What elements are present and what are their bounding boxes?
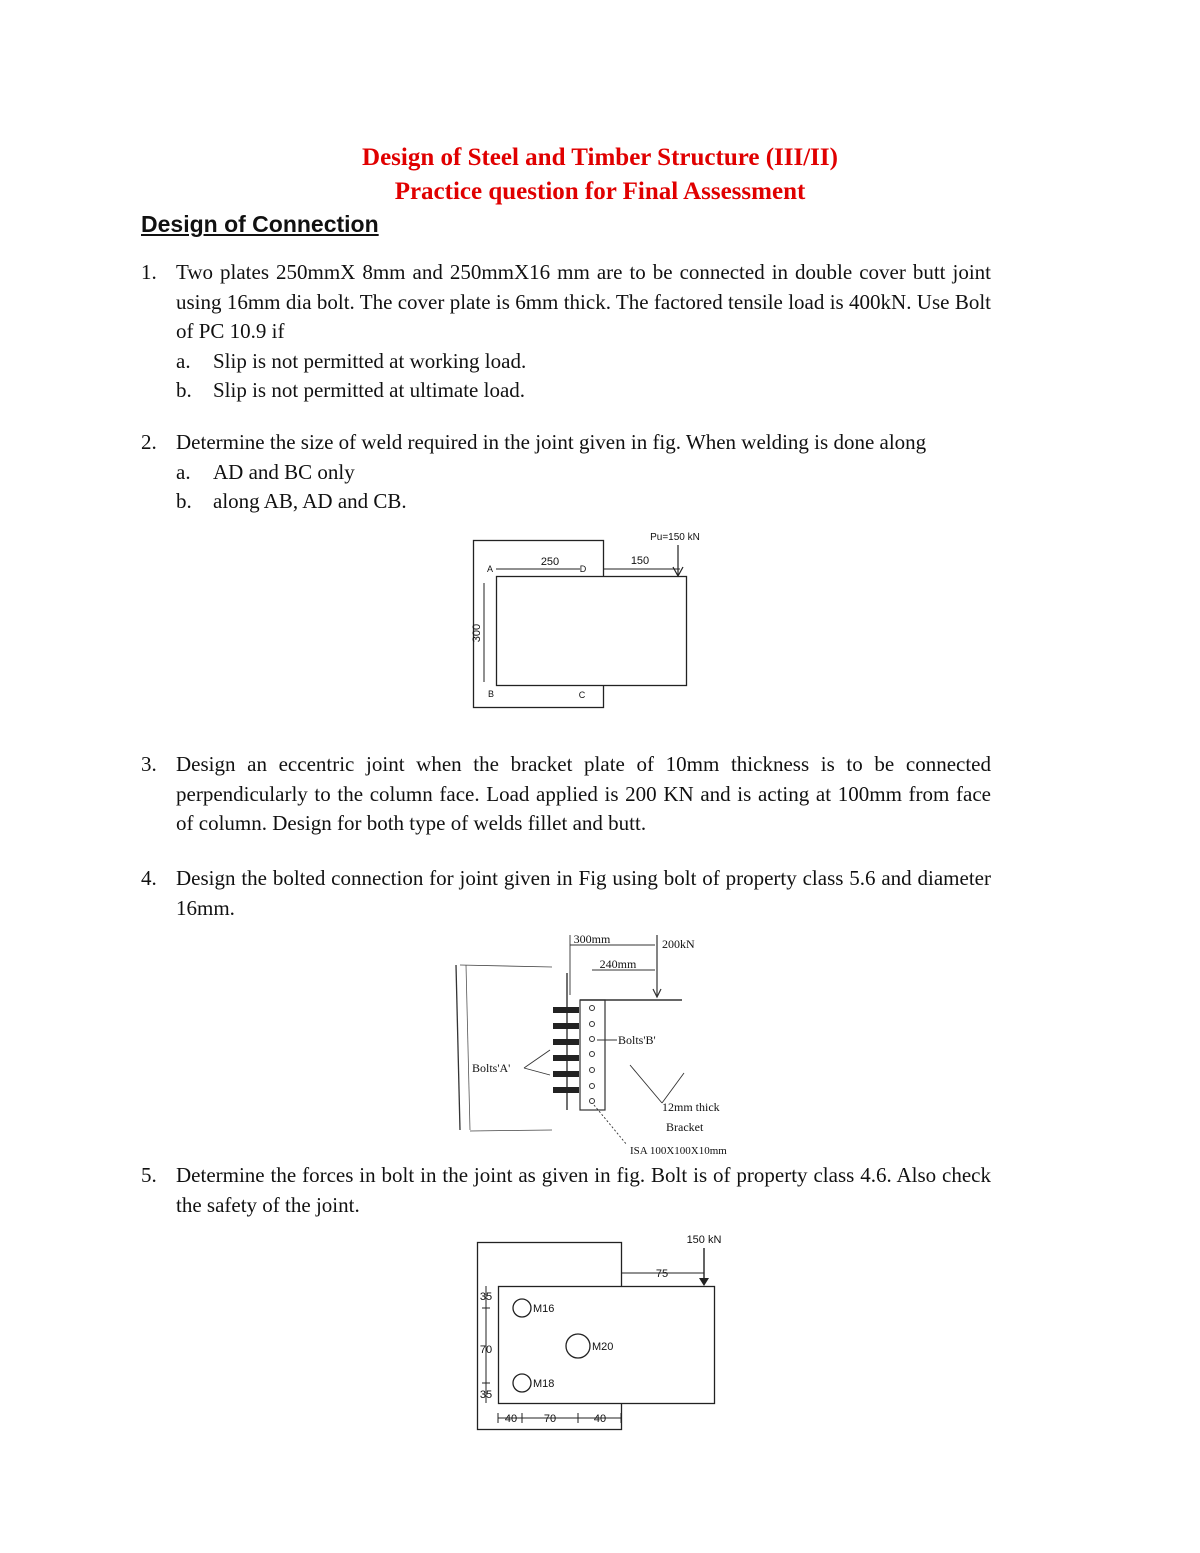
load-arrow-icon [699, 1278, 709, 1286]
dim-label-v2: 70 [479, 1344, 493, 1356]
sub-question-b [176, 376, 991, 406]
bolt-a-6 [553, 1087, 579, 1093]
question-text: Design the bolted connection for joint given in Fig using bolt of property class 5.6 and diameter 16mm. [176, 866, 991, 920]
leader-angle [594, 1105, 627, 1145]
question-number: 4. [141, 866, 157, 890]
question-2 [141, 428, 991, 517]
dim-label-v3: 35 [479, 1389, 493, 1401]
sub-text: AD and BC only [213, 459, 355, 484]
bolt-b-1 [590, 1006, 595, 1011]
dim-label-v1: 35 [479, 1291, 493, 1303]
bolt-b-6 [590, 1084, 595, 1089]
question-text: Design an eccentric joint when the bracket plate of 10mm thickness is to be connected perpendicularly to the column face. Load applied is 200 KN and is acting at 100mm from face of column. Design for both type of welds fillet and butt. [176, 752, 991, 835]
column-edge-left [456, 965, 460, 1130]
bolt-a-3 [553, 1039, 579, 1045]
corner-label-d: D [579, 564, 587, 574]
load-label: Pu=150 kN [650, 532, 700, 543]
bolt-b-7 [590, 1099, 595, 1104]
bolts-a-label: Bolts'A' [472, 1061, 511, 1075]
sub-text: Slip is not permitted at working load. [213, 348, 527, 373]
dim-label-ecc: 75 [655, 1268, 669, 1280]
bolt-a-2 [553, 1023, 579, 1029]
bolt-a-1 [553, 1007, 579, 1013]
angle-label: ISA 100X100X10mm [630, 1145, 727, 1157]
leader-bolts-a-2 [524, 1068, 550, 1075]
document-subtitle: Practice question for Final Assessment [394, 178, 806, 205]
dim-label-top: 250 [540, 556, 560, 568]
leader-bracket-2 [662, 1073, 684, 1103]
bolt-b-3 [590, 1037, 595, 1042]
bolt-b-5 [590, 1068, 595, 1073]
question-3 [141, 750, 991, 839]
sub-question-a [176, 347, 991, 377]
bolt-a-5 [553, 1071, 579, 1077]
question-1 [141, 258, 991, 406]
sub-letter: a. [176, 459, 191, 484]
load-label: 150 kN [686, 1234, 722, 1246]
dim-label-right: 150 [630, 555, 650, 567]
sub-question-a [176, 458, 991, 488]
column-bottom-edge [470, 1130, 552, 1131]
corner-label-a: A [486, 564, 494, 574]
bolt-b-4 [590, 1052, 595, 1057]
question-number: 5. [141, 1163, 157, 1187]
figure-bolted-bracket [452, 925, 752, 1157]
bracket-label-2: Bracket [666, 1120, 704, 1134]
bolt-a-4 [553, 1055, 579, 1061]
sub-text: Slip is not permitted at ultimate load. [213, 378, 526, 402]
leader-bracket [630, 1065, 662, 1103]
dim-label-h1: 40 [504, 1413, 518, 1425]
bolt-label-m16: M16 [533, 1303, 555, 1315]
bolt-label-m18: M18 [533, 1378, 555, 1390]
dim-label-height: 300 [471, 623, 483, 643]
document-title: Design of Steel and Timber Structure (III/II) [362, 144, 838, 171]
dim-label-300: 300mm [573, 932, 611, 946]
sub-letter: b. [176, 489, 192, 513]
bracket-label-1: 12mm thick [662, 1100, 720, 1114]
leader-bolts-a-1 [524, 1050, 550, 1068]
question-text: Two plates 250mmX 8mm and 250mmX16 mm are to be connected in double cover butt joint using 16mm dia bolt. The cover plate is 6mm thick. The factored tensile load is 400kN. Use Bolt of PC 10.9 if [176, 260, 991, 343]
corner-label-b: B [487, 689, 495, 699]
question-number: 3. [141, 752, 157, 776]
bolt-label-m20: M20 [592, 1341, 614, 1353]
section-heading: Design of Connection [141, 211, 379, 237]
question-5 [141, 1161, 991, 1220]
sub-text: along AB, AD and CB. [213, 489, 407, 513]
sub-question-b [176, 487, 991, 517]
bolts-b-label: Bolts'B' [618, 1033, 656, 1047]
question-number: 2. [141, 430, 157, 454]
question-text: Determine the size of weld required in the joint given in fig. When welding is done along [176, 430, 927, 454]
corner-label-c: C [578, 690, 586, 700]
angle-cleat [580, 1000, 605, 1110]
figure-weld-joint [470, 525, 730, 713]
dim-label-h2: 70 [543, 1413, 557, 1425]
sub-letter: a. [176, 348, 191, 373]
column-edge-inner [466, 965, 470, 1130]
question-text: Determine the forces in bolt in the joint as given in fig. Bolt is of property class 4.6. Also check the safety of the joint. [176, 1163, 991, 1217]
dim-label-h3: 40 [593, 1413, 607, 1425]
load-label: 200kN [662, 937, 695, 951]
question-4 [141, 864, 991, 923]
sub-letter: b. [176, 378, 192, 402]
question-number: 1. [141, 260, 157, 284]
figure-bolt-group [474, 1228, 734, 1434]
dim-label-240: 240mm [599, 957, 637, 971]
bracket-plate [497, 577, 687, 686]
column-top-edge [460, 965, 552, 967]
bolt-b-2 [590, 1022, 595, 1027]
